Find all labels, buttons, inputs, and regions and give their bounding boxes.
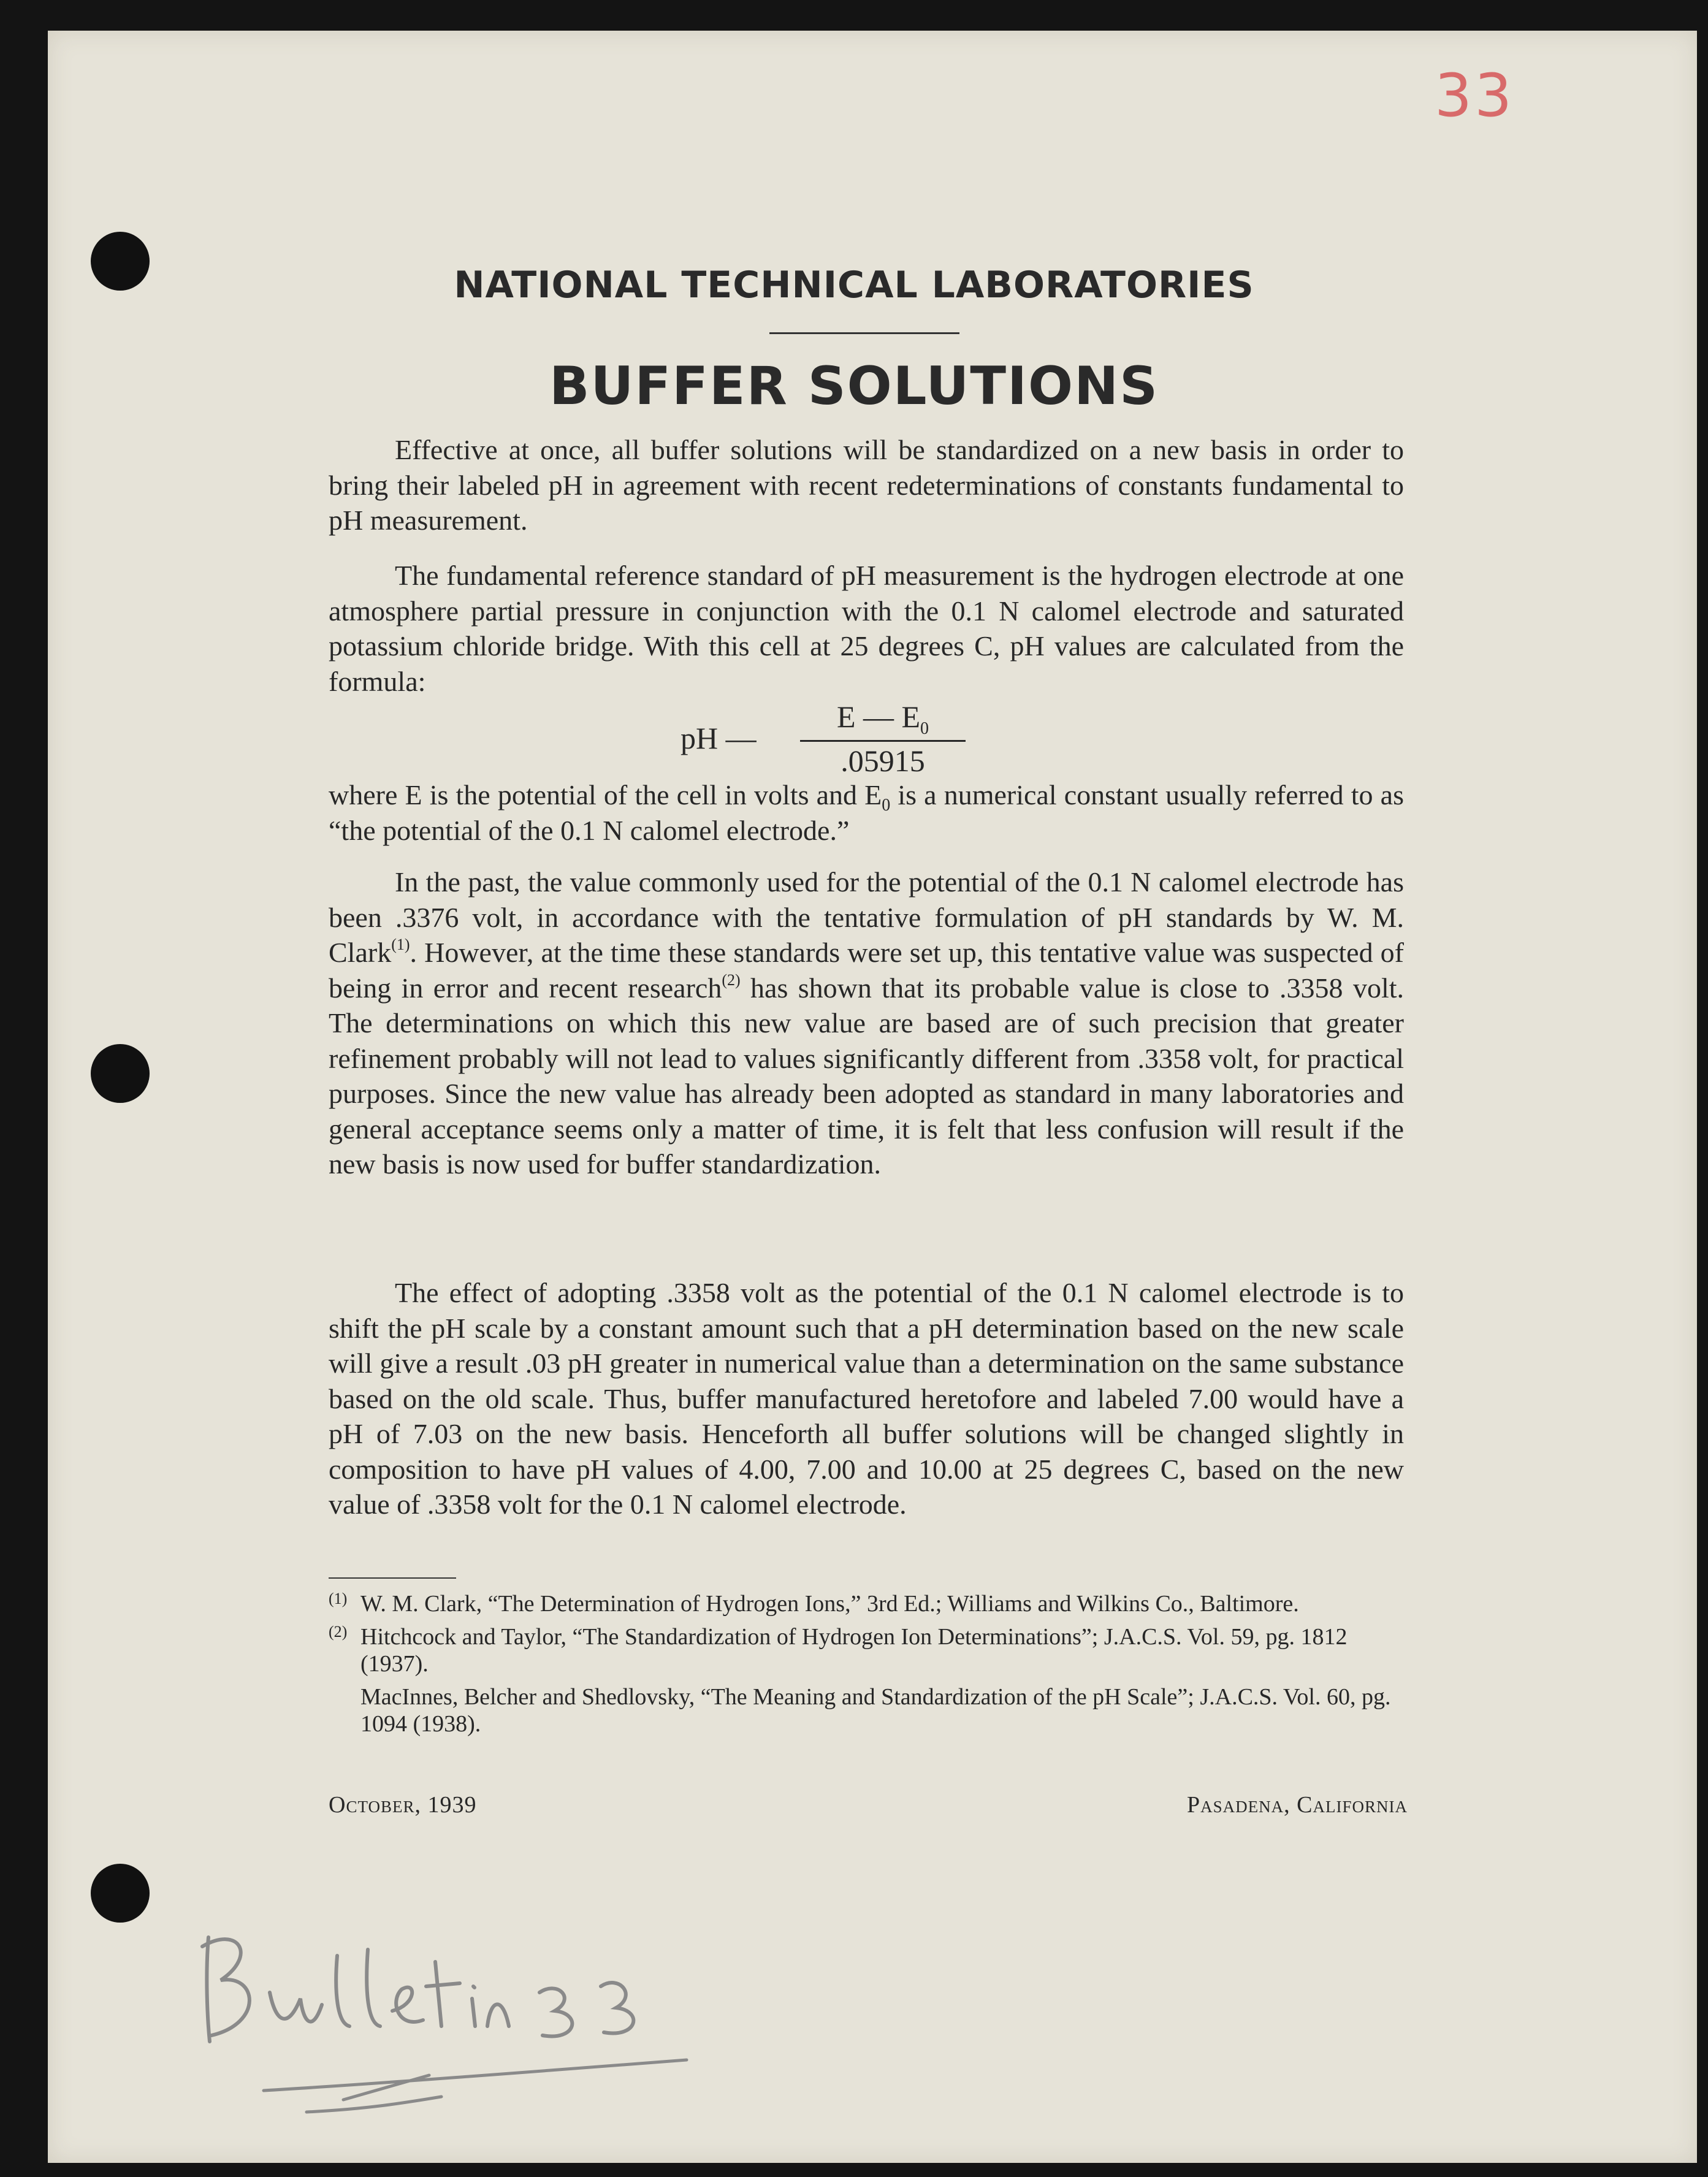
- ph-formula: [681, 699, 987, 779]
- closing-location: Pasadena, California: [1187, 1792, 1408, 1818]
- heading-divider: [769, 332, 959, 334]
- paragraph-4-part-a: In the past, the value commonly used for the potential of the 0.1 N calomel electrode has been .3376 volt, in accordance with the tentative formulation of pH standards by W. M. Clark: [329, 866, 1404, 968]
- paragraph-1-text: Effective at once, all buffer solutions will be standardized on a new basis in order to bring their labeled pH in agreement with recent redeterminations of constants fundamental to pH measurement.: [329, 434, 1404, 536]
- handwritten-bulletin-note: [184, 1888, 736, 2146]
- formula-fraction-bar: [800, 740, 966, 742]
- punch-hole-bottom: [91, 1864, 150, 1923]
- footnote-1-mark: (1): [329, 1590, 348, 1607]
- punch-hole-middle: [91, 1044, 150, 1103]
- footnote-2-text: Hitchcock and Taylor, “The Standardization of Hydrogen Ion Determinations”; J.A.C.S. Vol. 59, pg. 1812 (1937).: [360, 1624, 1348, 1677]
- paragraph-5: [329, 1275, 1404, 1522]
- paragraph-3-text: [329, 777, 1404, 848]
- footnote-1: [329, 1590, 1404, 1617]
- paragraph-3-subscript: 0: [882, 796, 891, 815]
- paragraph-4-part-c: has shown that its probable value is close to .3358 volt. The determinations on which this new value are based are of such precision that greater refinement probably will not lead to values significantly different from .3358 volt, for practical purposes. Since the new value has already been adopted as standard in many laboratories and general acceptance seems only a matter of time, it is felt that less confusion will result if the new basis is now used for buffer standardization.: [329, 972, 1405, 1180]
- formula-denominator: .05915: [841, 744, 925, 778]
- paragraph-2: [329, 558, 1404, 699]
- paragraph-2-text: The fundamental reference standard of pH measurement is the hydrogen electrode at one atmosphere partial pressure in conjunction with the 0.1 N calomel electrode and saturated potassium chloride bridge. With this cell at 25 degrees C, pH values are calculated from the formula:: [329, 560, 1404, 697]
- paragraph-4-part-b: . However, at the time these standards were set up, this tentative value was suspected of being in error and recent research: [329, 937, 1404, 1004]
- paragraph-3-part-b: is a numerical constant usually referred to as “the potential of the 0.1 N calomel electrode.”: [329, 779, 1404, 846]
- footnote-1-text: W. M. Clark, “The Determination of Hydrogen Ions,” 3rd Ed.; Williams and Wilkins Co., Baltimore.: [360, 1591, 1299, 1617]
- footnote-2-mark: (2): [329, 1623, 348, 1641]
- footnote-ref-1: (1): [391, 936, 410, 953]
- formula-numerator-subscript: 0: [920, 719, 929, 738]
- paragraph-3-part-a: where E is the potential of the cell in volts and E: [329, 779, 882, 810]
- footnotes: [329, 1590, 1404, 1744]
- closing-date: October, 1939: [329, 1792, 477, 1818]
- formula-numerator: [806, 699, 959, 738]
- handwritten-note-text: [0, 0, 1, 1]
- handwritten-page-number: 33: [1435, 61, 1515, 130]
- paragraph-1: [329, 432, 1404, 538]
- footnote-3-text: MacInnes, Belcher and Shedlovsky, “The Meaning and Standardization of the pH Scale”; J.A.C.S. Vol. 60, pg. 1094 (1938).: [360, 1684, 1391, 1737]
- footnote-divider: [329, 1577, 456, 1579]
- formula-lhs: pH —: [681, 721, 757, 755]
- paragraph-3: [329, 777, 1404, 848]
- footnote-ref-2: (2): [722, 970, 741, 989]
- paragraph-4-text: [329, 864, 1404, 1182]
- footnote-2: [329, 1623, 1404, 1677]
- paragraph-4: [329, 864, 1404, 1182]
- paragraph-5-text: The effect of adopting .3358 volt as the potential of the 0.1 N calomel electrode is to shift the pH scale by a constant amount such that a pH determination based on the new scale will give a result .03 pH greater in numerical value than a determination on the same substance based on the old scale. Thus, buffer manufactured heretofore and labeled 7.00 would have a pH of 7.03 on the new basis. Henceforth all buffer solutions will be changed slightly in composition to have pH values of 4.00, 7.00 and 10.00 at 25 degrees C, based on the new value of .3358 volt for the 0.1 N calomel electrode.: [329, 1277, 1404, 1520]
- formula-numerator-text: E — E: [836, 700, 921, 734]
- page-title: BUFFER SOLUTIONS: [549, 356, 1159, 417]
- organization-heading: NATIONAL TECHNICAL LABORATORIES: [454, 264, 1254, 307]
- footnote-3: [329, 1683, 1404, 1737]
